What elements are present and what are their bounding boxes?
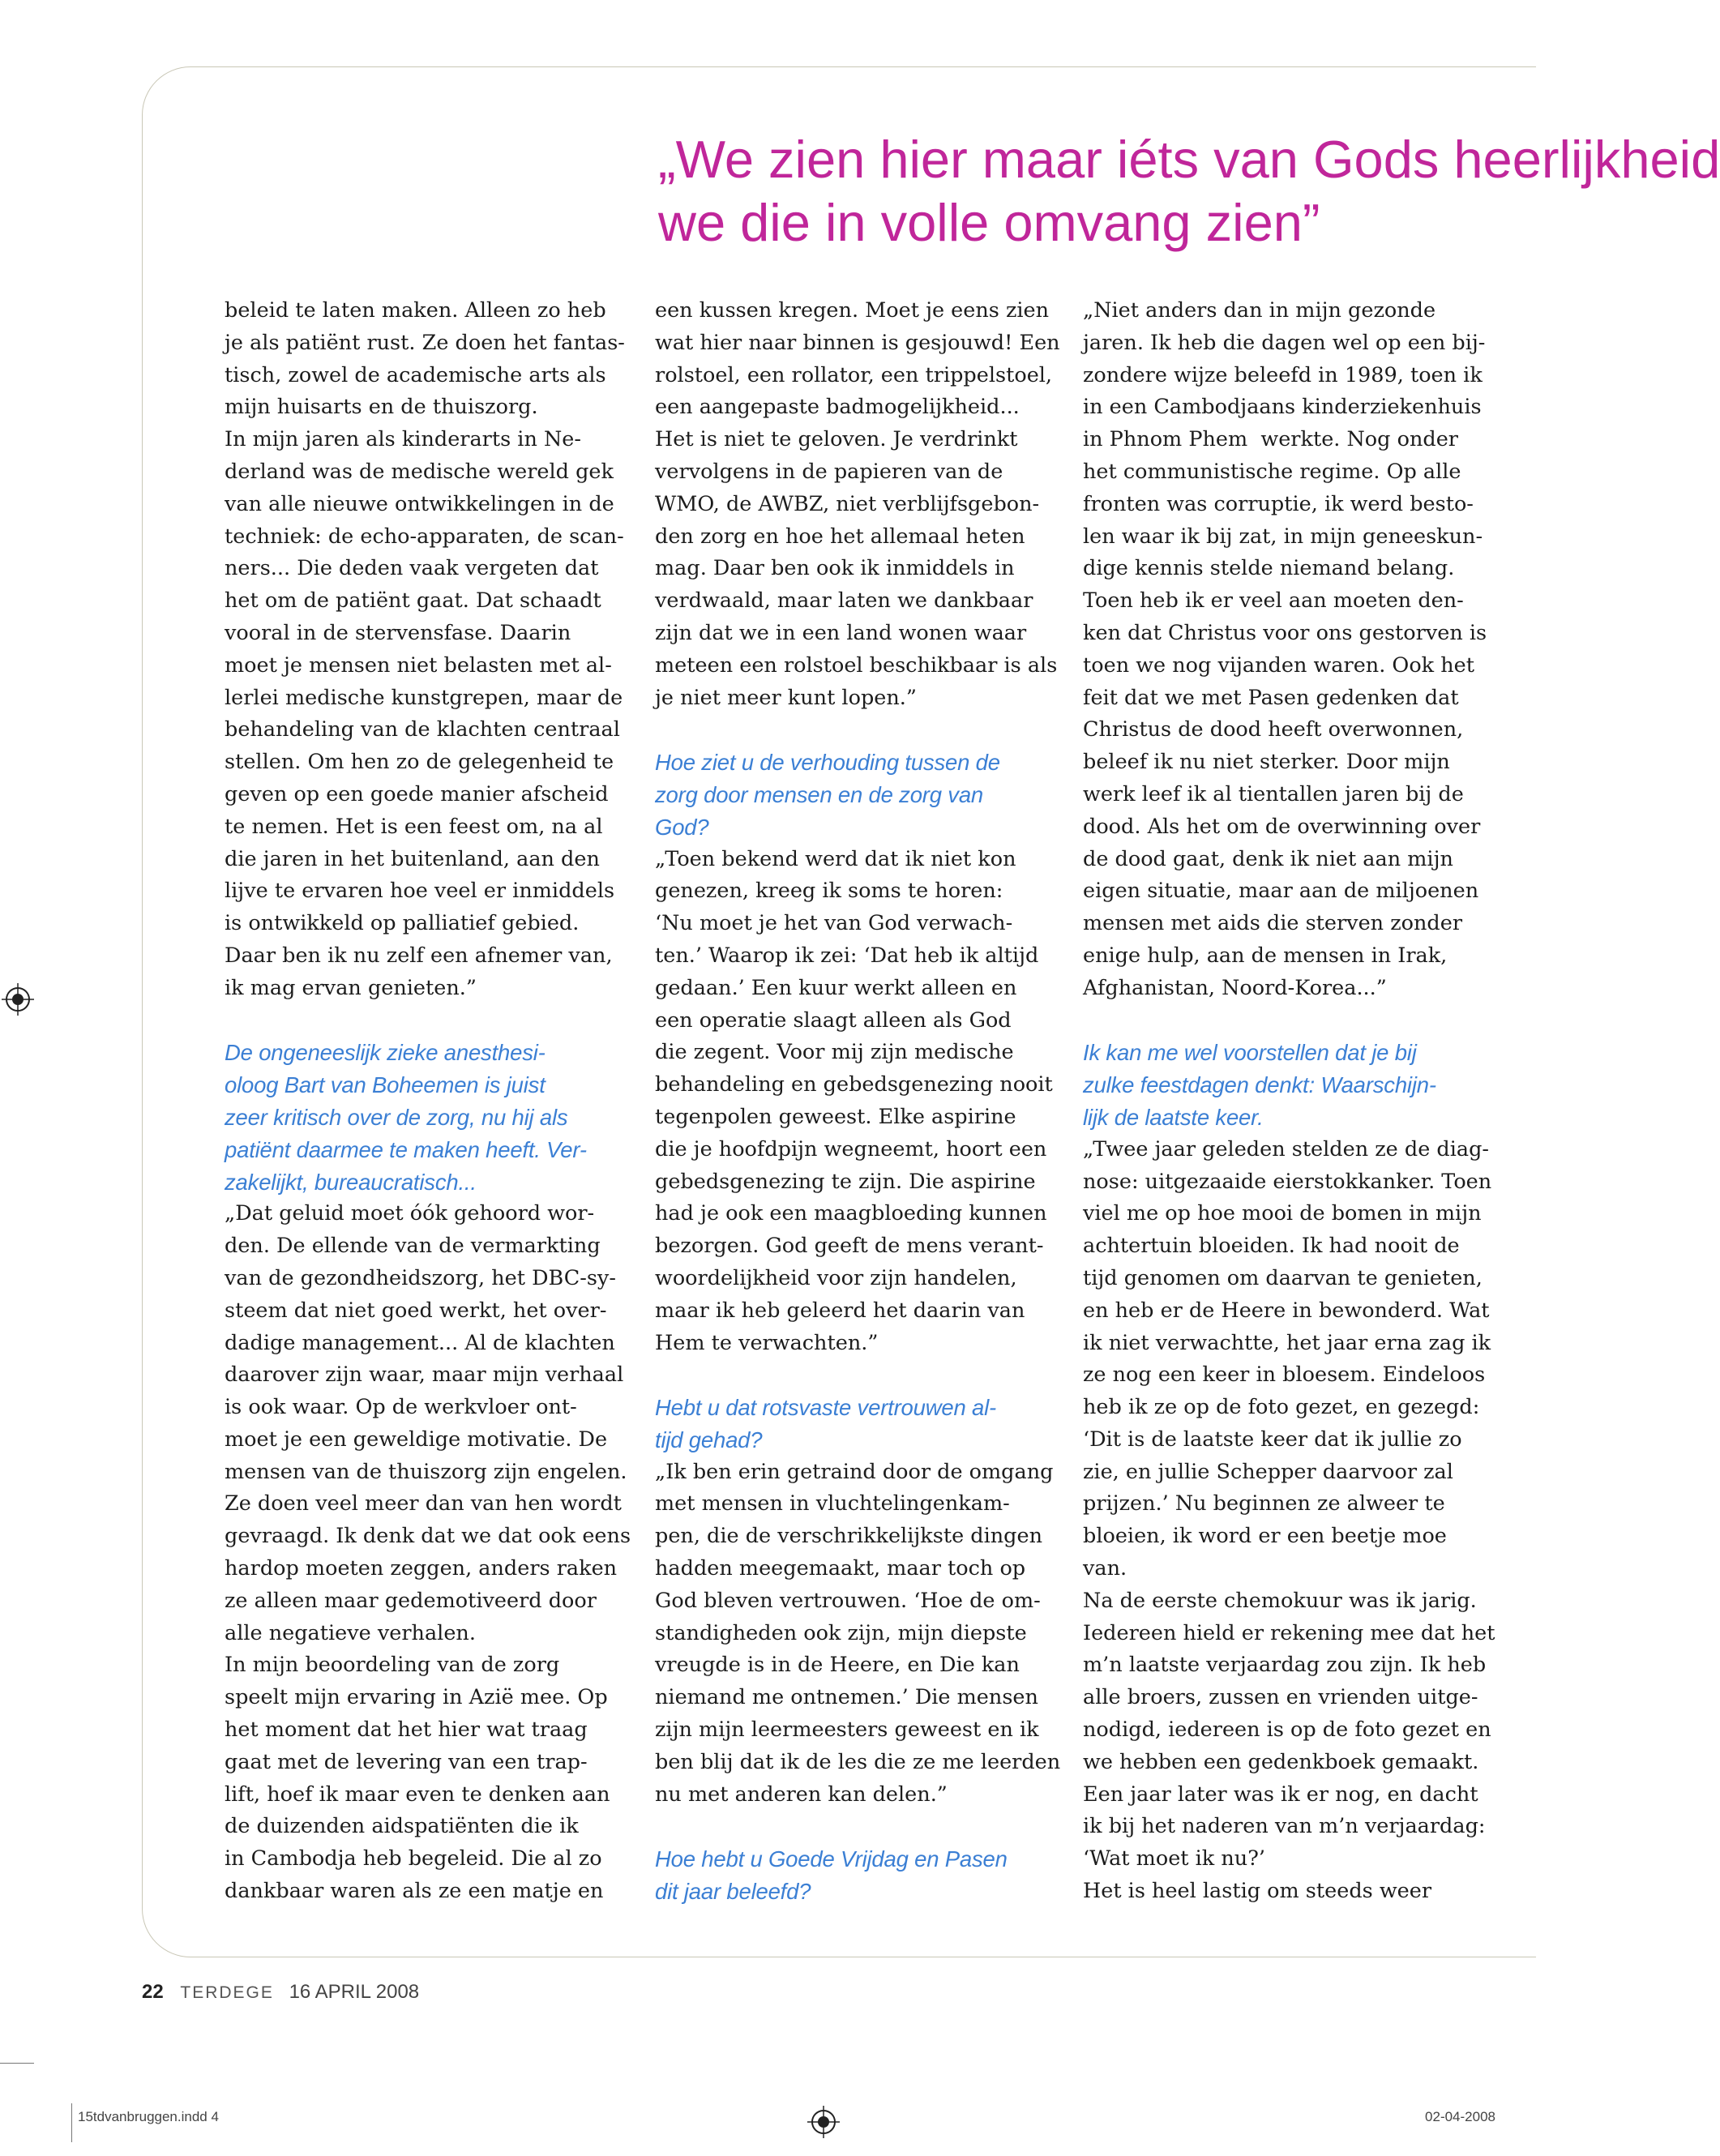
body-text-line: ‘Nu moet je het van God verwach- [655, 911, 1013, 936]
interview-question-line: lijk de laatste keer. [1083, 1104, 1264, 1130]
body-text-line: alle broers, zussen en vrienden uitge- [1083, 1685, 1478, 1710]
body-text-line: het communistische regime. Op alle [1083, 459, 1461, 484]
paragraph-spacer [225, 1005, 626, 1037]
interview-question-line: zulke feestdagen denkt: Waarschijn- [1083, 1072, 1436, 1098]
interview-question-line: zeer kritisch over de zorg, nu hij als [225, 1104, 568, 1130]
body-text-line: ‘Wat moet ik nu?’ [1083, 1846, 1265, 1872]
body-text-line: de duizenden aidspatiënten die ik [225, 1814, 579, 1839]
body-text-line: Christus de dood heeft overwonnen, [1083, 717, 1464, 742]
body-text-line: behandeling van de klachten centraal [225, 717, 620, 742]
body-text-line: lift, hoef ik maar even te denken aan [225, 1782, 610, 1807]
text-column-2 [655, 295, 1064, 1908]
body-text-line: Het is heel lastig om steeds weer [1083, 1879, 1432, 1904]
body-text-line: het om de patiënt gaat. Dat schaadt [225, 588, 601, 614]
pull-quote [658, 128, 1720, 255]
trim-mark-horizontal [0, 2063, 34, 2064]
body-text-line: nose: uitgezaaide eierstokkanker. Toen [1083, 1169, 1492, 1194]
body-text-line: bloeien, ik word er een beetje moe [1083, 1524, 1447, 1549]
body-text-line: daarover zijn waar, maar mijn verhaal [225, 1362, 624, 1388]
body-text-line: heb ik ze op de foto gezet, en gezegd: [1083, 1395, 1480, 1420]
body-text-line: tijd genomen om daarvan te genieten, [1083, 1265, 1483, 1290]
body-text-line: Iedereen hield er rekening mee dat het [1083, 1620, 1495, 1645]
body-text-line: van alle nieuwe ontwikkelingen in de [225, 491, 614, 516]
body-text-line: ken dat Christus voor ons gestorven is [1083, 620, 1487, 645]
interview-question-line: tijd gehad? [655, 1427, 763, 1452]
body-text-line: beleef ik nu niet sterker. Door mijn [1083, 750, 1450, 775]
body-text-line: is ontwikkeld op palliatief gebied. [225, 911, 580, 936]
paragraph-spacer [655, 1811, 1064, 1843]
body-text-line: lijve te ervaren hoe veel er inmiddels [225, 879, 615, 904]
body-text-line: die jaren in het buitenland, aan den [225, 846, 600, 871]
folio [142, 1981, 419, 2004]
body-text-line: tegenpolen geweest. Elke aspirine [655, 1104, 1016, 1129]
body-text-line: dankbaar waren als ze een matje en [225, 1879, 604, 1904]
page-number: 22 [142, 1981, 164, 2003]
body-text-line: mijn huisarts en de thuiszorg. [225, 395, 538, 420]
body-text-line: moet je een geweldige motivatie. De [225, 1427, 608, 1452]
body-text-line: m’n laatste verjaardag zou zijn. Ik heb [1083, 1653, 1487, 1678]
body-text-line: „Twee jaar geleden stelden ze de diag- [1083, 1136, 1490, 1161]
body-text-line: ze alleen maar gedemotiveerd door [225, 1588, 597, 1613]
body-text-line: genezen, kreeg ik soms te horen: [655, 879, 1003, 904]
body-text-line: pen, die de verschrikkelijkste dingen [655, 1524, 1043, 1549]
interview-question-line: God? [655, 814, 709, 840]
body-text-line: het moment dat het hier wat traag [225, 1718, 588, 1743]
interview-question-line: De ongeneeslijk zieke anesthesi- [225, 1040, 546, 1066]
body-text-line: tisch, zowel de academische arts als [225, 362, 606, 387]
body-text-line: gebedsgenezing te zijn. Die aspirine [655, 1169, 1036, 1194]
body-text-line: eigen situatie, maar aan de miljoenen [1083, 879, 1479, 904]
body-text-line: standigheden ook zijn, mijn diepste [655, 1620, 1027, 1645]
body-text-line: mag. Daar ben ook ik inmiddels in [655, 556, 1015, 581]
body-text-line: Daar ben ik nu zelf een afnemer van, [225, 943, 613, 968]
body-text-line: beleid te laten maken. Alleen zo heb [225, 298, 606, 323]
text-column-1 [225, 295, 631, 1908]
body-text-line: Ze doen veel meer dan van hen wordt [225, 1491, 622, 1516]
body-text-line: de dood gaat, denk ik niet aan mijn [1083, 846, 1453, 871]
body-text-line: In mijn beoordeling van de zorg [225, 1653, 560, 1678]
issue-date: 16 APRIL 2008 [289, 1981, 420, 2003]
body-text-line: van. [1083, 1556, 1127, 1581]
body-text-line: Toen heb ik er veel aan moeten den- [1083, 588, 1464, 614]
body-text-line: geven op een goede manier afscheid [225, 781, 609, 806]
body-text-line: feit dat we met Pasen gedenken dat [1083, 685, 1459, 710]
body-text-line: alle negatieve verhalen. [225, 1620, 476, 1645]
body-text-line: moet je mensen niet belasten met al- [225, 652, 612, 678]
paragraph-spacer [655, 1359, 1064, 1392]
body-text-line: derland was de medische wereld gek [225, 459, 614, 484]
body-text-line: in Cambodja heb begeleid. Die al zo [225, 1846, 602, 1872]
interview-question-line: oloog Bart van Boheemen is juist [225, 1072, 546, 1098]
body-text-line: ners... Die deden vaak vergeten dat [225, 556, 599, 581]
interview-question-line: patiënt daarmee te maken heeft. Ver- [225, 1136, 587, 1162]
body-text-line: maar ik heb geleerd het daarin van [655, 1298, 1025, 1323]
interview-question-line: zakelijkt, bureaucratisch... [225, 1169, 477, 1195]
body-text-line: zondere wijze beleefd in 1989, toen ik [1083, 362, 1483, 387]
body-text-line: ze nog een keer in bloesem. Eindeloos [1083, 1362, 1486, 1388]
body-text-line: jaren. Ik heb die dagen wel op een bij- [1083, 330, 1486, 355]
body-text-line: prijzen.’ Nu beginnen ze alweer te [1083, 1491, 1445, 1516]
body-text-line: mensen van de thuiszorg zijn engelen. [225, 1459, 627, 1484]
body-text-line: den. De ellende van de vermarkting [225, 1234, 601, 1259]
body-text-line: woordelijkheid voor zijn handelen, [655, 1265, 1017, 1290]
body-text-line: wat hier naar binnen is gesjouwd! Een [655, 330, 1060, 355]
body-text-line: „Ik ben erin getraind door de omgang [655, 1459, 1054, 1484]
body-text-line: gevraagd. Ik denk dat we dat ook eens [225, 1524, 631, 1549]
body-text-line: hadden meegemaakt, maar toch op [655, 1556, 1026, 1581]
pull-quote-line-1: „We zien hier maar iéts van Gods heerlijkheid [658, 130, 1720, 189]
body-text-line: Afghanistan, Noord-Korea...” [1083, 975, 1387, 1000]
registration-mark-icon [2, 983, 34, 1016]
body-text-line: Het is niet te geloven. Je verdrinkt [655, 427, 1018, 452]
interview-question-line: Hoe ziet u de verhouding tussen de [655, 750, 1000, 776]
trim-mark-vertical [71, 2103, 72, 2142]
body-text-line: dige kennis stelde niemand belang. [1083, 556, 1455, 581]
body-text-line: een kussen kregen. Moet je eens zien [655, 298, 1050, 323]
interview-question-line: dit jaar beleefd? [655, 1879, 811, 1905]
body-text-line: vervolgens in de papieren van de [655, 459, 1003, 484]
body-text-line: zijn mijn leermeesters geweest en ik [655, 1718, 1039, 1743]
interview-question-line: zorg door mensen en de zorg van [655, 781, 984, 807]
body-text-line: meteen een rolstoel beschikbaar is als [655, 652, 1058, 678]
body-text-line: len waar ik bij zat, in mijn geneeskun- [1083, 524, 1483, 549]
body-text-line: „Toen bekend werd dat ik niet kon [655, 846, 1016, 871]
body-text-line: behandeling en gebedsgenezing nooit [655, 1072, 1053, 1097]
body-text-line: die zegent. Voor mij zijn medische [655, 1040, 1014, 1065]
body-text-line: rolstoel, een rollator, een trippelstoel, [655, 362, 1053, 387]
body-text-line: fronten was corruptie, ik werd besto- [1083, 491, 1474, 516]
body-text-line: WMO, de AWBZ, niet verblijfsgebon- [655, 491, 1040, 516]
paragraph-spacer [655, 714, 1064, 746]
body-text-line: techniek: de echo-apparaten, de scan- [225, 524, 624, 549]
body-text-line: is ook waar. Op de werkvloer ont- [225, 1395, 577, 1420]
body-text-line: God bleven vertrouwen. ‘Hoe de om- [655, 1588, 1041, 1613]
body-text-line: speelt mijn ervaring in Azië mee. Op [225, 1685, 608, 1710]
body-text-line: vooral in de stervensfase. Daarin [225, 620, 571, 645]
body-text-line: Na de eerste chemokuur was ik jarig. [1083, 1588, 1477, 1613]
body-text-line: met mensen in vluchtelingenkam- [655, 1491, 1010, 1516]
body-text-line: had je ook een maagbloeding kunnen [655, 1201, 1047, 1226]
body-text-line: ik bij het naderen van m’n verjaardag: [1083, 1814, 1486, 1839]
body-text-line: den zorg en hoe het allemaal heten [655, 524, 1025, 549]
body-text-line: toen we nog vijanden waren. Ook het [1083, 652, 1475, 678]
body-text-line: stellen. Om hen zo de gelegenheid te [225, 750, 614, 775]
body-text-line: vreugde is in de Heere, en Die kan [655, 1653, 1020, 1678]
body-text-line: een operatie slaagt alleen als God [655, 1007, 1012, 1033]
body-text-line: zijn dat we in een land wonen waar [655, 620, 1027, 645]
text-column-3 [1083, 295, 1495, 1908]
slug-filename: 15tdvanbruggen.indd 4 [78, 2109, 219, 2124]
body-text-line: bezorgen. God geeft de mens verant- [655, 1234, 1044, 1259]
body-text-line: ‘Dit is de laatste keer dat ik jullie zo [1083, 1427, 1462, 1452]
body-text-line: ik niet verwachtte, het jaar erna zag ik [1083, 1330, 1491, 1355]
body-text-line: ten.’ Waarop ik zei: ‘Dat heb ik altijd [655, 943, 1039, 968]
body-text-line: „Dat geluid moet óók gehoord wor- [225, 1201, 595, 1226]
body-text-line: dadige management... Al de klachten [225, 1330, 615, 1355]
interview-question-line: Ik kan me wel voorstellen dat je bij [1083, 1040, 1417, 1066]
body-text-line: ben blij dat ik de les die ze me leerden [655, 1749, 1061, 1774]
interview-question-line: Hebt u dat rotsvaste vertrouwen al- [655, 1395, 996, 1421]
body-text-line: en heb er de Heere in bewonderd. Wat [1083, 1298, 1490, 1323]
body-text-line: nu met anderen kan delen.” [655, 1782, 948, 1807]
body-text-line: te nemen. Het is een feest om, na al [225, 814, 603, 839]
body-text-line: Hem te verwachten.” [655, 1330, 879, 1355]
magazine-name: TERDEGE [180, 1983, 274, 2002]
body-text-line: In mijn jaren als kinderarts in Ne- [225, 427, 582, 452]
body-text-line: lerlei medische kunstgrepen, maar de [225, 685, 623, 710]
body-text-line: we hebben een gedenkboek gemaakt. [1083, 1749, 1479, 1774]
body-text-line: verdwaald, maar laten we dankbaar [655, 588, 1033, 614]
body-text-line: steem dat niet goed werkt, het over- [225, 1298, 607, 1323]
body-text-line: in Phnom Phem werkte. Nog onder [1083, 427, 1458, 452]
interview-question-line: Hoe hebt u Goede Vrijdag en Pasen [655, 1846, 1008, 1872]
slug-date: 02-04-2008 [1425, 2109, 1495, 2124]
body-text-line: van de gezondheidszorg, het DBC-sy- [225, 1265, 616, 1290]
paragraph-spacer [1083, 1005, 1495, 1037]
body-text-line: Een jaar later was ik er nog, en dacht [1083, 1782, 1478, 1807]
pull-quote-line-2: we die in volle omvang zien” [658, 193, 1320, 252]
body-text-line: nodigd, iedereen is op de foto gezet en [1083, 1718, 1491, 1743]
body-text-line: gedaan.’ Een kuur werkt alleen en [655, 975, 1017, 1000]
body-text-line: mensen met aids die sterven zonder [1083, 911, 1463, 936]
body-text-line: „Niet anders dan in mijn gezonde [1083, 298, 1436, 323]
body-text-line: gaat met de levering van een trap- [225, 1749, 588, 1774]
body-text-line: dood. Als het om de overwinning over [1083, 814, 1481, 839]
body-text-line: ik mag ervan genieten.” [225, 975, 477, 1000]
body-text-line: je als patiënt rust. Ze doen het fantas- [225, 330, 625, 355]
body-text-line: in een Cambodjaans kinderziekenhuis [1083, 395, 1482, 420]
body-text-line: hardop moeten zeggen, anders raken [225, 1556, 618, 1581]
body-text-line: werk leef ik al tientallen jaren bij de [1083, 781, 1464, 806]
registration-mark-icon [807, 2106, 840, 2138]
body-text-line: viel me op hoe mooi de bomen in mijn [1083, 1201, 1482, 1226]
body-text-line: je niet meer kunt lopen.” [655, 685, 917, 710]
body-text-line: die je hoofdpijn wegneemt, hoort een [655, 1136, 1047, 1161]
body-text-line: een aangepaste badmogelijkheid... [655, 395, 1020, 420]
body-text-line: zie, en jullie Schepper daarvoor zal [1083, 1459, 1453, 1484]
body-text-line: achtertuin bloeiden. Ik had nooit de [1083, 1234, 1460, 1259]
body-text-line: niemand me ontnemen.’ Die mensen [655, 1685, 1038, 1710]
body-text-line: enige hulp, aan de mensen in Irak, [1083, 943, 1448, 968]
